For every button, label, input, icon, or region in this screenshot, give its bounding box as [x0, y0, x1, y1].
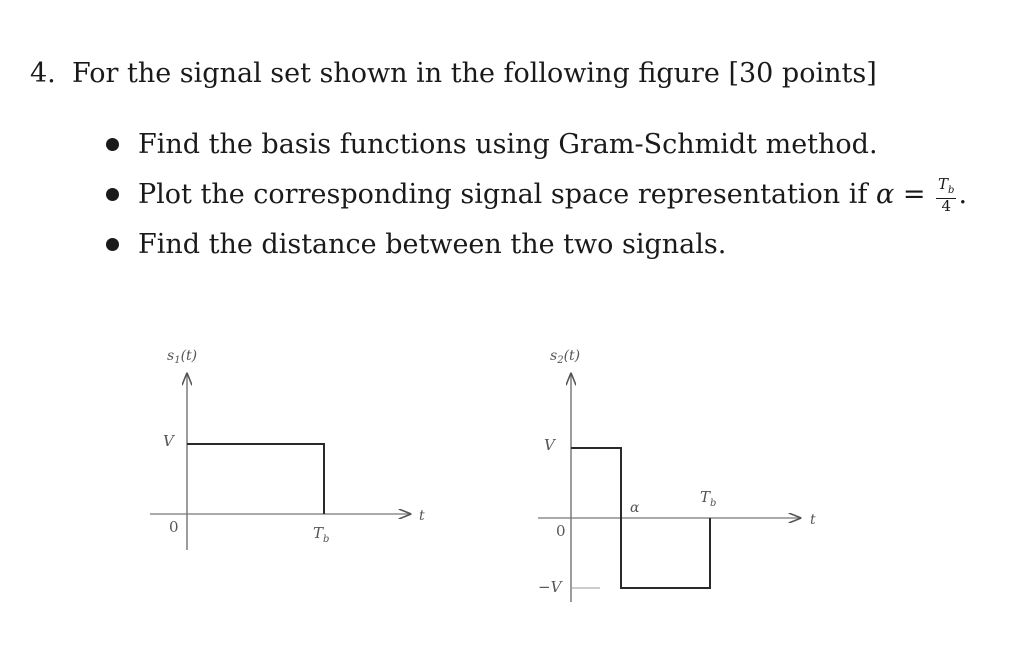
s2-end-label: $T_b$ — [700, 488, 717, 509]
signal-figure — [0, 330, 1017, 630]
problem-number: 4. — [30, 58, 56, 89]
plot-s1 — [150, 348, 425, 550]
s1-waveform — [187, 444, 324, 514]
s2-pos-level-label: V — [544, 436, 555, 454]
task-text: Find the distance between the two signals. — [138, 229, 727, 260]
s1-xlabel: t — [419, 508, 425, 524]
s2-neg-level-label: −V — [538, 578, 562, 596]
tb-over-4-fraction — [936, 177, 956, 214]
problem-statement — [30, 58, 877, 90]
fraction-numerator: T — [938, 175, 949, 193]
s2-origin-label: 0 — [556, 522, 566, 540]
task-item-basis — [106, 120, 967, 170]
problem-text: For the signal set shown in the following figure [30 points] — [72, 58, 877, 89]
sentence-period: . — [958, 179, 968, 210]
s1-ylabel: $s_1(t)$ — [167, 348, 198, 366]
s2-switch-label: α — [630, 500, 640, 516]
bullet-icon — [106, 238, 119, 251]
bullet-icon — [106, 138, 119, 151]
s2-xlabel: t — [810, 512, 816, 528]
s1-level-label: V — [163, 432, 174, 450]
equals-sign: = — [902, 179, 926, 210]
task-list — [106, 120, 967, 270]
task-item-distance — [106, 220, 967, 270]
task-item-signal-space — [106, 170, 967, 220]
bullet-icon — [106, 188, 119, 201]
fraction-denominator: 4 — [941, 197, 952, 215]
s2-ylabel: $s_2(t)$ — [550, 348, 581, 366]
fraction-numerator-subscript: b — [948, 185, 955, 196]
task-text: Find the basis functions using Gram-Schmidt method. — [138, 129, 878, 160]
s1-end-label: $T_b$ — [313, 524, 330, 545]
s1-origin-label: 0 — [169, 518, 179, 536]
task-text: Plot the corresponding signal space representation if — [138, 179, 868, 210]
plot-s2 — [538, 348, 816, 602]
alpha-symbol: α — [875, 179, 895, 210]
